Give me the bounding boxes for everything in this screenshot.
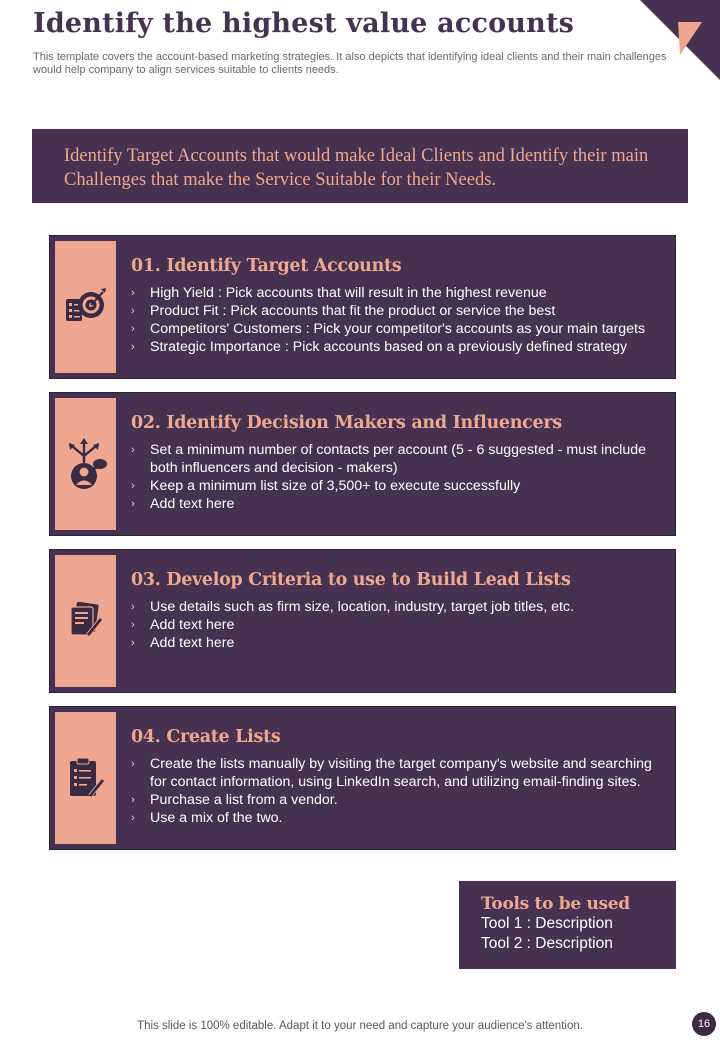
card-icon-panel [55,241,116,373]
documents-pen-icon [66,601,106,641]
page-number-badge: 16 [692,1012,716,1036]
list-item: › Set a minimum number of contacts per account (5 - 6 suggested - must include both influencers and decision - makers) [131,442,647,476]
bullet-chevron-icon: › [131,323,135,335]
list-item: › Product Fit : Pick accounts that fit the product or service the best [131,303,556,319]
bullet-chevron-icon: › [131,601,135,613]
list-item: › Strategic Importance : Pick accounts based on a previously defined strategy [131,339,628,355]
card-identify-target-accounts [49,235,676,379]
card-heading: 01. Identify Target Accounts [131,256,402,276]
card-icon-panel [55,398,116,530]
target-checklist-icon [64,285,108,329]
bullet-chevron-icon: › [131,480,135,492]
tool-item: Tool 2 : Description [481,935,613,952]
card-bullet-list [131,284,666,356]
card-bullet-list [131,755,666,827]
card-heading: 03. Develop Criteria to use to Build Lead Lists [131,570,571,590]
bullet-chevron-icon: › [131,444,135,456]
list-item: › Use a mix of the two. [131,810,283,826]
bullet-chevron-icon: › [131,619,135,631]
list-item: › Create the lists manually by visiting the target company's website and searching for contact information, using LinkedIn search, and utilizing email-finding sites. [131,756,652,790]
page-title: Identify the highest value accounts [33,8,575,39]
list-item: › Purchase a list from a vendor. [131,792,338,808]
card-identify-decision-makers [49,392,676,536]
card-heading: 02. Identify Decision Makers and Influencers [131,413,562,433]
list-item: › Add text here [131,617,235,633]
tools-box [459,881,676,969]
summary-banner [32,129,688,203]
list-item: › Competitors' Customers : Pick your competitor's accounts as your main targets [131,321,646,337]
card-bullet-list [131,598,666,652]
banner-text: Identify Target Accounts that would make Ideal Clients and Identify their main Challenges that make the Service Suitable for their Needs. [64,146,649,190]
bullet-chevron-icon: › [131,341,135,353]
card-bullet-list [131,441,666,513]
bullet-chevron-icon: › [131,498,135,510]
tools-title: Tools to be used [481,894,630,914]
list-item: › Add text here [131,496,235,512]
card-heading: 04. Create Lists [131,727,281,747]
card-create-lists [49,706,676,850]
list-item: › Keep a minimum list size of 3,500+ to execute successfully [131,478,521,494]
bullet-chevron-icon: › [131,637,135,649]
tool-item: Tool 1 : Description [481,915,613,932]
footer-note: This slide is 100% editable. Adapt it to your need and capture your audience's attention. [137,1020,583,1032]
bullet-chevron-icon: › [131,812,135,824]
bullet-chevron-icon: › [131,794,135,806]
bullet-chevron-icon: › [131,758,135,770]
card-develop-criteria [49,549,676,693]
page-subtitle: This template covers the account-based marketing strategies. It also depicts that identifying ideal clients and their main challenges would help company to align services suitable to clients needs. [33,51,667,76]
decision-maker-icon [64,438,108,490]
clipboard-pen-icon [66,756,106,800]
list-item: › Use details such as firm size, location, industry, target job titles, etc. [131,599,574,615]
bullet-chevron-icon: › [131,287,135,299]
bullet-chevron-icon: › [131,305,135,317]
list-item: › High Yield : Pick accounts that will result in the highest revenue [131,285,547,301]
list-item: › Add text here [131,635,235,651]
card-icon-panel [55,555,116,687]
card-icon-panel [55,712,116,844]
